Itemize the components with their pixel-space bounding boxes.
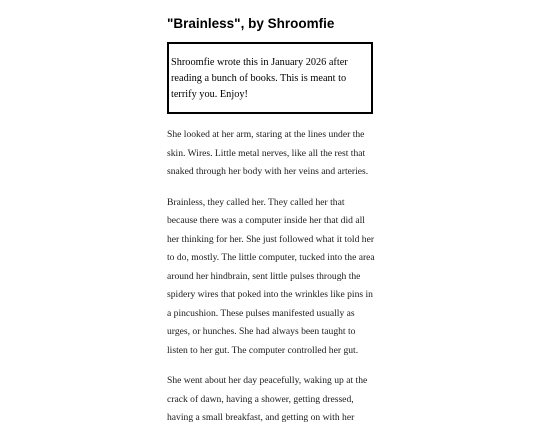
story-body bbox=[167, 126, 377, 428]
document-title: "Brainless", by Shroomfie bbox=[167, 16, 335, 31]
author-note-box bbox=[167, 42, 373, 114]
author-note-text: Shroomfie wrote this in January 2026 after reading a bunch of books. This is meant to terrify you. Enjoy! bbox=[171, 57, 348, 100]
story-paragraph: She looked at her arm, staring at the lines under the skin. Wires. Little metal nerves, like all the rest that snaked through her body with her veins and arteries. bbox=[167, 129, 369, 177]
story-paragraph: Brainless, they called her. They called her that because there was a computer inside her that did all her thinking for her. She just followed what it told her to do, mostly. The little computer, tucked into the area around her hindbrain, sent little pulses through the spidery wires that poked into the wrinkles like pins in a pincushion. These pulses manifested usually as urges, or hunches. She had always been taught to listen to her gut. The computer controlled her gut. bbox=[167, 196, 375, 356]
document-page bbox=[167, 0, 377, 440]
story-paragraph: She went about her day peacefully, waking up at the crack of dawn, having a shower, getting dressed, having a small breakfast, and getting on with her bbox=[167, 375, 368, 423]
